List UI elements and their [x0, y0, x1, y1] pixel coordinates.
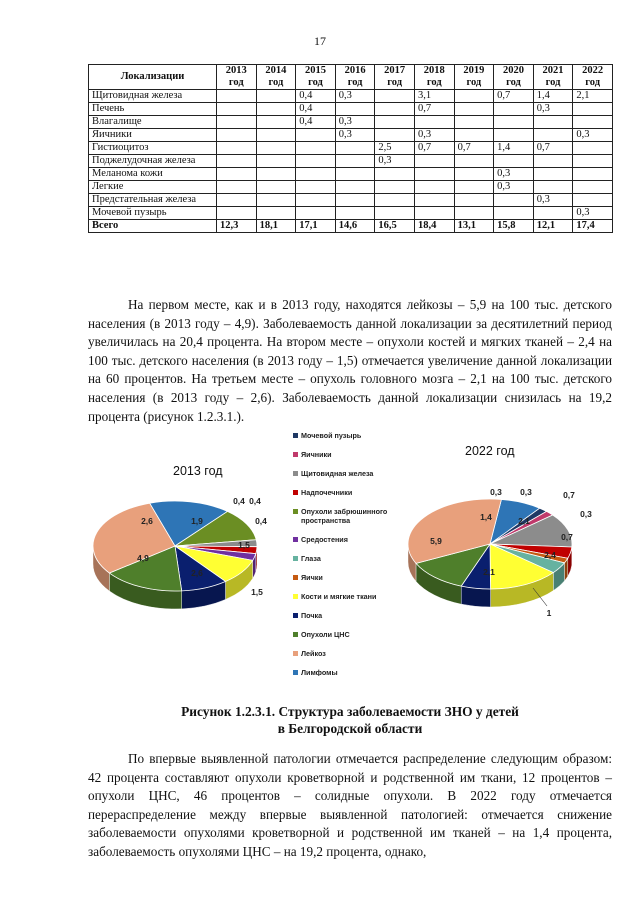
pie-slice-label: 5,9 [430, 536, 442, 546]
pie-slice-label: 2,4 [544, 550, 556, 560]
table-cell: 0,3 [335, 90, 375, 103]
header-year [494, 65, 534, 90]
legend-label-line: пространства [301, 516, 351, 525]
pie-slice-label: 1,4 [480, 512, 492, 522]
table-cell [296, 142, 336, 155]
table-cell [217, 90, 257, 103]
table-cell [494, 103, 534, 116]
table-cell [454, 103, 494, 116]
table-cell [375, 181, 415, 194]
figure-caption [88, 703, 612, 737]
legend-swatch [293, 471, 298, 476]
table-cell [217, 129, 257, 142]
table-cell: 3,1 [414, 90, 454, 103]
legend-swatch [293, 575, 298, 580]
legend-swatch [293, 670, 298, 675]
year-suffix: год [387, 77, 403, 88]
table-cell [296, 181, 336, 194]
table-cell [494, 155, 534, 168]
table-row [89, 103, 613, 116]
table-cell [375, 90, 415, 103]
year-label: 2016 [344, 65, 366, 76]
table-cell [256, 90, 296, 103]
table-cell [573, 168, 613, 181]
page-number: 17 [314, 34, 326, 48]
legend-swatch [293, 632, 298, 637]
table-cell [454, 181, 494, 194]
table-cell [454, 90, 494, 103]
table-row [89, 129, 613, 142]
table-cell: 0,7 [533, 142, 573, 155]
table-cell [494, 129, 534, 142]
table-cell [296, 207, 336, 220]
table-cell: 18,1 [256, 220, 296, 233]
pie-slice-label: 1,9 [191, 516, 203, 526]
table-cell [335, 168, 375, 181]
pie-slice-label: 4,9 [137, 553, 149, 563]
chart-title-2022: 2022 год [465, 444, 515, 458]
year-label: 2015 [304, 65, 326, 76]
year-label: 2014 [265, 65, 287, 76]
table-cell [296, 194, 336, 207]
table-cell [217, 155, 257, 168]
table-cell: 0,3 [494, 181, 534, 194]
table-cell [573, 142, 613, 155]
table-cell [375, 116, 415, 129]
row-label: Печень [89, 103, 217, 116]
table-cell [256, 103, 296, 116]
table-cell: 1,4 [533, 90, 573, 103]
legend-swatch [293, 594, 298, 599]
legend-label: Мочевой пузырь [301, 431, 362, 440]
table-cell [414, 207, 454, 220]
legend-label: Лейкоз [301, 649, 326, 658]
table-cell: 2,1 [573, 90, 613, 103]
table-cell [296, 168, 336, 181]
table-cell: 16,5 [375, 220, 415, 233]
table-cell: 12,1 [533, 220, 573, 233]
year-suffix: год [545, 77, 561, 88]
pie-slice-label: 2,6 [141, 516, 153, 526]
header-year [217, 65, 257, 90]
table-cell [217, 181, 257, 194]
year-label: 2018 [423, 65, 445, 76]
year-suffix: год [585, 77, 601, 88]
table-cell [414, 116, 454, 129]
table-cell: 0,3 [533, 194, 573, 207]
row-label: Легкие [89, 181, 217, 194]
table-cell: 0,7 [454, 142, 494, 155]
table-cell: 0,4 [296, 90, 336, 103]
legend-swatch [293, 651, 298, 656]
table-cell [573, 116, 613, 129]
table-cell [494, 116, 534, 129]
table-cell: 2,5 [375, 142, 415, 155]
legend-label [301, 507, 388, 525]
table-cell [375, 194, 415, 207]
header-year [375, 65, 415, 90]
table-cell [454, 207, 494, 220]
table-cell [256, 168, 296, 181]
table-cell [375, 168, 415, 181]
year-label: 2019 [463, 65, 485, 76]
caption-line-2: в Белгородской области [277, 721, 423, 736]
table-cell: 17,1 [296, 220, 336, 233]
header-year [414, 65, 454, 90]
table-cell: 1,4 [494, 142, 534, 155]
table-cell: 13,1 [454, 220, 494, 233]
pie-slice-label: 0,4 [233, 496, 245, 506]
localization-table [88, 64, 613, 233]
table-cell [217, 142, 257, 155]
table-cell: 0,3 [533, 103, 573, 116]
row-label: Поджелудочная железа [89, 155, 217, 168]
table-cell [533, 181, 573, 194]
row-label: Яичники [89, 129, 217, 142]
header-year [256, 65, 296, 90]
table-cell [454, 116, 494, 129]
year-suffix: год [426, 77, 442, 88]
table-cell [335, 142, 375, 155]
table-cell: 0,3 [573, 129, 613, 142]
pie-slice-label: 0,4 [255, 516, 267, 526]
table-cell: 0,3 [375, 155, 415, 168]
table-cell: 0,7 [414, 142, 454, 155]
table-cell [533, 155, 573, 168]
table-cell [256, 207, 296, 220]
table-cell [217, 207, 257, 220]
table-cell [573, 103, 613, 116]
legend-swatch [293, 537, 298, 542]
legend-label: Почка [301, 611, 323, 620]
pie-2022 [408, 487, 592, 618]
legend-swatch [293, 490, 298, 495]
table-cell: 18,4 [414, 220, 454, 233]
table-row [89, 142, 613, 155]
caption-line-1: Рисунок 1.2.3.1. Структура заболеваемости ЗНО у детей [181, 704, 519, 719]
legend-label: Лимфомы [301, 668, 338, 676]
table-cell: 0,3 [573, 207, 613, 220]
table-cell: 12,3 [217, 220, 257, 233]
table-cell [335, 207, 375, 220]
table-row [89, 168, 613, 181]
table-cell [414, 181, 454, 194]
year-suffix: год [506, 77, 521, 88]
table-cell [494, 194, 534, 207]
legend-label: Надпочечники [301, 488, 353, 497]
row-label: Предстательная железа [89, 194, 217, 207]
table-cell [335, 194, 375, 207]
pie-slice-label: 1,5 [238, 540, 250, 550]
table-cell [256, 194, 296, 207]
legend-swatch [293, 452, 298, 457]
table-row [89, 90, 613, 103]
table-cell: 15,8 [494, 220, 534, 233]
year-label: 2022 [582, 65, 604, 76]
table-cell [573, 181, 613, 194]
table-cell [454, 129, 494, 142]
table-total-row [89, 220, 613, 233]
pie-slice-label: 2,1 [518, 516, 530, 526]
pie-slice-label: 0,3 [490, 487, 502, 497]
pie-slice-label: 2,6 [191, 568, 203, 578]
table-cell [533, 129, 573, 142]
legend-label: Яички [301, 573, 323, 582]
table-cell [375, 207, 415, 220]
pie-slice-label: 1 [546, 608, 552, 618]
header-year [533, 65, 573, 90]
header-year [335, 65, 375, 90]
header-localization: Локализации [89, 65, 217, 90]
row-label: Меланома кожи [89, 168, 217, 181]
legend-label: Щитовидная железа [301, 469, 374, 478]
table-cell [217, 194, 257, 207]
header-year [573, 65, 613, 90]
pie-slice-label: 0,7 [563, 490, 575, 500]
table-cell [375, 129, 415, 142]
table-cell [573, 155, 613, 168]
table-row [89, 207, 613, 220]
table-cell: 0,4 [296, 103, 336, 116]
table-header-row [89, 65, 613, 90]
legend-swatch [293, 509, 298, 514]
table-cell: 0,7 [494, 90, 534, 103]
table-cell [533, 207, 573, 220]
table-cell: 14,6 [335, 220, 375, 233]
legend-label: Опухоли ЦНС [301, 630, 350, 639]
table-cell [217, 116, 257, 129]
table-body [89, 90, 613, 233]
table-cell [256, 181, 296, 194]
row-label: Влагалище [89, 116, 217, 129]
chart-title-2013: 2013 год [173, 464, 223, 478]
table-cell [217, 168, 257, 181]
pie-slice-label: 0,7 [561, 532, 573, 542]
pie-charts-figure [85, 418, 615, 676]
paragraph-leukemia: На первом месте, как и в 2013 году, находятся лейкозы – 5,9 на 100 тыс. детского населения (в 2013 году – 4,9). Заболеваемость данной локализации за десятилетний период увеличилась на 20,4 процента. На втором месте – опухоли костей и мягких тканей – 2,4 на 100 тыс. детского населения (в 2013 году – 1,5) отмечается увеличение данной локализации на 60 процентов. На третьем месте – опухоль головного мозга – 2,1 на 100 тыс. детского населения (в 2013 году – 2,6). Заболеваемость данной локализации снизилась на 19,2 процента (рисунок 1.2.3.1.). [88, 297, 612, 424]
table-cell [296, 129, 336, 142]
table-cell: 0,3 [494, 168, 534, 181]
pie-slice-label: 0,3 [520, 487, 532, 497]
legend-label: Кости и мягкие ткани [301, 592, 377, 601]
year-label: 2020 [502, 65, 524, 76]
row-label: Мочевой пузырь [89, 207, 217, 220]
table-cell [256, 142, 296, 155]
year-suffix: год [466, 77, 482, 88]
table-row [89, 155, 613, 168]
year-suffix: год [228, 77, 244, 88]
table-cell [335, 155, 375, 168]
table-cell: 0,7 [414, 103, 454, 116]
legend-swatch [293, 613, 298, 618]
table-cell: 0,4 [296, 116, 336, 129]
table-cell [256, 116, 296, 129]
chart-legend [293, 431, 388, 676]
legend-label-line: Опухоли забрюшинного [301, 507, 388, 516]
table-cell [335, 103, 375, 116]
legend-label: Средостения [301, 535, 348, 544]
table-cell [414, 194, 454, 207]
year-suffix: год [308, 77, 323, 88]
year-suffix: год [268, 77, 284, 88]
year-label: 2021 [542, 65, 564, 76]
legend-swatch [293, 556, 298, 561]
table-cell [256, 129, 296, 142]
table-cell [454, 168, 494, 181]
table-cell [533, 168, 573, 181]
header-year [454, 65, 494, 90]
table-row [89, 116, 613, 129]
table-cell [494, 207, 534, 220]
table-row [89, 194, 613, 207]
table-cell [454, 155, 494, 168]
row-label: Гистиоцитоз [89, 142, 217, 155]
header-year [296, 65, 336, 90]
year-label: 2017 [384, 65, 406, 76]
table-cell [454, 194, 494, 207]
table-cell: 0,3 [335, 129, 375, 142]
table-cell: 17,4 [573, 220, 613, 233]
pie-slice-label: 0,3 [580, 509, 592, 519]
table-cell [414, 155, 454, 168]
table-cell [256, 155, 296, 168]
legend-label: Яичники [301, 450, 332, 459]
table-cell [296, 155, 336, 168]
year-label: 2013 [225, 65, 247, 76]
table-cell [335, 181, 375, 194]
paragraph-distribution: По впервые выявленной патологии отмечается распределение следующим образом: 42 процента составляют опухоли кроветворной и родственной им ткани, 12 процентов – опухоли ЦНС, 46 процентов – солидные опухоли. В 2022 году отмечается перераспределение между впервые выявленной патологией: отмечается снижение заболеваемости опухолями кроветворной и родственной им тканей – на 1,4 процента, заболеваемость опухолями ЦНС – на 19,2 процента, однако, [88, 751, 612, 859]
table-cell: 0,3 [335, 116, 375, 129]
pie-slice-label: 0,4 [249, 496, 261, 506]
legend-swatch [293, 433, 298, 438]
row-label: Щитовидная железа [89, 90, 217, 103]
table-cell [573, 194, 613, 207]
table-cell [217, 103, 257, 116]
year-suffix: год [347, 77, 363, 88]
table-cell: 0,3 [414, 129, 454, 142]
table-cell [375, 103, 415, 116]
table-row [89, 181, 613, 194]
pie-slice-label: 2,1 [483, 567, 495, 577]
pie-slice-label: 1,5 [251, 587, 263, 597]
pie-2013 [93, 496, 267, 609]
row-label: Всего [89, 220, 217, 233]
table-cell [414, 168, 454, 181]
table-cell [533, 116, 573, 129]
legend-label: Глаза [301, 554, 321, 563]
